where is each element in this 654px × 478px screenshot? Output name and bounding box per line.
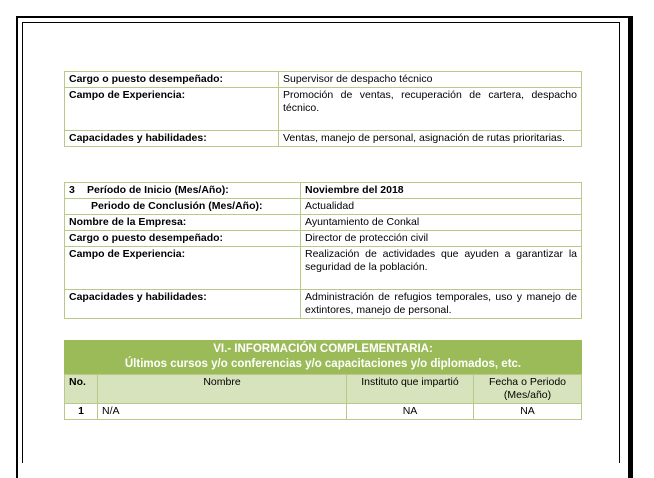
row-label: Campo de Experiencia:: [65, 247, 301, 290]
table-row: [65, 404, 582, 420]
row-value: Realización de actividades que ayuden a garantizar la seguridad de la población.: [301, 247, 582, 290]
row-value: Director de protección civil: [301, 231, 582, 247]
courses-header-row: [65, 375, 582, 404]
end-period-value: Actualidad: [301, 199, 582, 215]
end-period-label: Periodo de Conclusión (Mes/Año):: [65, 199, 301, 215]
row-label: Cargo o puesto desempeñado:: [65, 72, 279, 88]
section-header: [64, 340, 582, 374]
table-row: [65, 199, 582, 215]
col-header-fecha: Fecha o Periodo (Mes/año): [474, 375, 582, 404]
experience-table-3: [64, 182, 582, 319]
row-value: Administración de refugios temporales, uso y manejo de extintores, manejo de personal.: [301, 290, 582, 319]
table-row: [65, 215, 582, 231]
col-header-no: No.: [65, 375, 98, 404]
row-label: Nombre de la Empresa:: [65, 215, 301, 231]
table-row: [65, 131, 582, 147]
course-number: 1: [65, 404, 98, 420]
course-date: NA: [474, 404, 582, 420]
experience-table-2: [64, 71, 582, 147]
row-value: Promoción de ventas, recuperación de cartera, despacho técnico.: [279, 88, 582, 131]
row-label: Capacidades y habilidades:: [65, 290, 301, 319]
entry-number: 3: [69, 184, 75, 196]
table-row: [65, 183, 582, 199]
row-value: Ayuntamiento de Conkal: [301, 215, 582, 231]
row-label: Cargo o puesto desempeñado:: [65, 231, 301, 247]
row-value: Ventas, manejo de personal, asignación de rutas prioritarias.: [279, 131, 582, 147]
table-row: [65, 72, 582, 88]
course-name: N/A: [98, 404, 347, 420]
start-period-label: 3 Período de Inicio (Mes/Año):: [65, 183, 301, 199]
table-row: [65, 88, 582, 131]
table-row: [65, 290, 582, 319]
row-label: Campo de Experiencia:: [65, 88, 279, 131]
section-subtitle: Últimos cursos y/o conferencias y/o capacitaciones y/o diplomados, etc.: [124, 358, 522, 370]
section-title: VI.- INFORMACIÓN COMPLEMENTARIA:: [213, 343, 433, 355]
table-row: [65, 231, 582, 247]
start-period-value: Noviembre del 2018: [301, 183, 582, 199]
table-row: [65, 247, 582, 290]
row-label: Capacidades y habilidades:: [65, 131, 279, 147]
course-institute: NA: [347, 404, 474, 420]
row-value: Supervisor de despacho técnico: [279, 72, 582, 88]
courses-table: [64, 374, 582, 420]
col-header-instituto: Instituto que impartió: [347, 375, 474, 404]
col-header-nombre: Nombre: [98, 375, 347, 404]
